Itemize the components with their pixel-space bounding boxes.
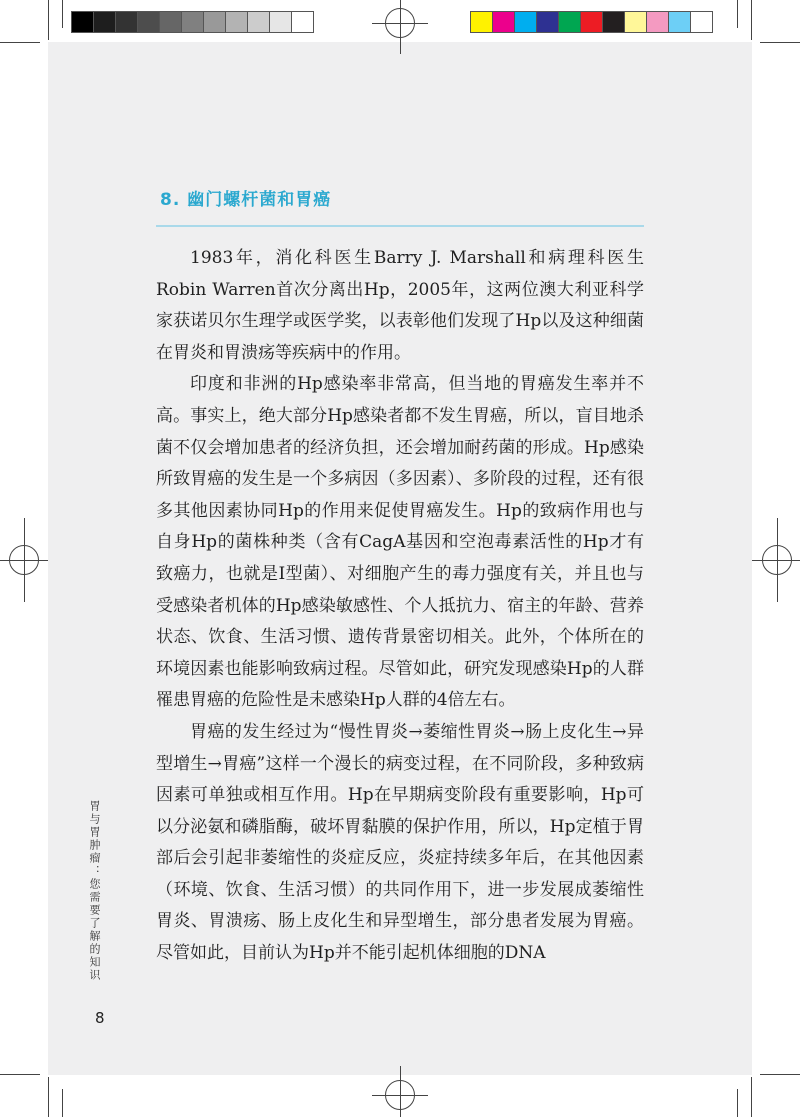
color-swatch — [536, 11, 559, 33]
color-swatch — [470, 11, 493, 33]
paragraph: 1983年，消化科医生Barry J. Marshall和病理科医生Robin Warren首次分离出Hp，2005年，这两位澳大利亚科学家获诺贝尔生理学或医学奖，以表彰他们发现了Hp以及这种细菌在胃炎和胃溃疡等疾病中的作用。 — [156, 248, 644, 363]
gray-swatch — [291, 11, 314, 33]
color-swatch — [558, 11, 581, 33]
section-title: 8. 幽门螺杆菌和胃癌 — [160, 190, 332, 210]
gray-swatch — [225, 11, 248, 33]
title-divider — [156, 225, 644, 227]
color-swatch — [514, 11, 537, 33]
gray-swatch — [115, 11, 138, 33]
color-swatch — [646, 11, 669, 33]
body-text — [156, 243, 644, 970]
gray-swatch — [203, 11, 226, 33]
gray-calibration-bar — [71, 11, 313, 35]
gray-swatch — [181, 11, 204, 33]
page-number: 8 — [95, 1009, 105, 1027]
color-swatch — [492, 11, 515, 33]
gray-swatch — [137, 11, 160, 33]
gray-swatch — [93, 11, 116, 33]
gray-swatch — [269, 11, 292, 33]
paragraph: 印度和非洲的Hp感染率非常高，但当地的胃癌发生率并不高。事实上，绝大部分Hp感染者都不发生胃癌，所以，盲目地杀菌不仅会增加患者的经济负担，还会增加耐药菌的形成。Hp感染所致胃癌的发生是一个多病因（多因素）、多阶段的过程，还有很多其他因素协同Hp的作用来促使胃癌发生。Hp的致病作用也与自身Hp的菌株种类（含有CagA基因和空泡毒素活性的Hp才有致癌力，也就是I型菌）、对细胞产生的毒力强度有关，并且也与受感染者机体的Hp感染敏感性、个人抵抗力、宿主的年龄、营养状态、饮食、生活习惯、遗传背景密切相关。此外，个体所在的环境因素也能影响致病过程。尽管如此，研究发现感染Hp的人群罹患胃癌的危险性是未感染Hp人群的4倍左右。 — [156, 374, 644, 711]
color-swatch — [580, 11, 603, 33]
color-swatch — [668, 11, 691, 33]
gray-swatch — [159, 11, 182, 33]
book-title-side-label: 胃与胃肿瘤：您需要了解的知识 — [88, 800, 101, 982]
color-swatch — [690, 11, 713, 33]
color-swatch — [624, 11, 647, 33]
color-calibration-bar — [470, 11, 712, 35]
gray-swatch — [247, 11, 270, 33]
color-swatch — [602, 11, 625, 33]
paragraph: 胃癌的发生经过为“慢性胃炎→萎缩性胃炎→肠上皮化生→异型增生→胃癌”这样一个漫长的病变过程，在不同阶段，多种致病因素可单独或相互作用。Hp在早期病变阶段有重要影响，Hp可以分泌氨和磷脂酶，破坏胃黏膜的保护作用，所以，Hp定植于胃部后会引起非萎缩性的炎症反应，炎症持续多年后，在其他因素（环境、饮食、生活习惯）的共同作用下，进一步发展成萎缩性胃炎、胃溃疡、肠上皮化生和异型增生，部分患者发展为胃癌。尽管如此，目前认为Hp并不能引起机体细胞的DNA — [156, 721, 644, 964]
gray-swatch — [71, 11, 94, 33]
